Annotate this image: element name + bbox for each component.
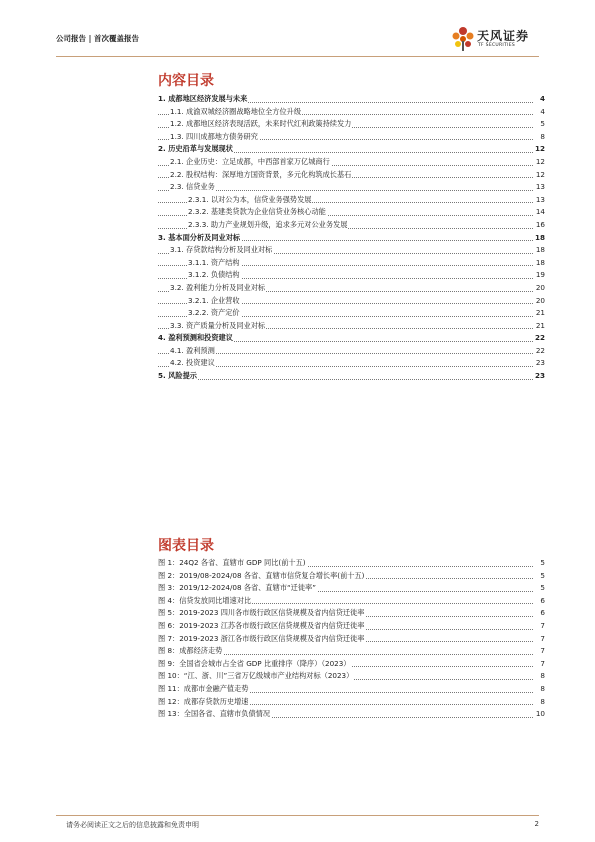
- toc-entry[interactable]: [158, 131, 545, 144]
- figure-entry-page: 7: [539, 645, 545, 658]
- toc-entry-page: 4: [539, 93, 545, 106]
- toc-entry-label: 3.1.2. 负债结构: [188, 269, 241, 282]
- figure-entry[interactable]: [158, 557, 545, 570]
- figure-entry-label: 图 12：成都存贷款历史增速: [158, 696, 250, 709]
- figure-entry-label: 图 5：2019-2023 四川各市级行政区信贷规模及省内信贷迁徙率: [158, 607, 365, 620]
- figure-entry-page: 8: [539, 696, 545, 709]
- toc-title: 内容目录: [158, 73, 214, 89]
- figure-entry-label: 图 9：全国省会城市占全省 GDP 比重排序（降序）（2023）: [158, 658, 352, 671]
- toc-entry-label: 1. 成都地区经济发展与未来: [158, 93, 248, 106]
- toc-entry-label: 3.1. 存贷款结构分析及同业对标: [170, 244, 273, 257]
- toc-entry-label: 3. 基本面分析及同业对标: [158, 232, 241, 245]
- figure-entry-page: 7: [539, 658, 545, 671]
- toc-entry[interactable]: [158, 345, 545, 358]
- figure-entry[interactable]: [158, 670, 545, 683]
- figure-entry[interactable]: [158, 645, 545, 658]
- toc-entry-label: 1.2. 成都地区经济表现活跃，未来时代红利政策持续发力: [170, 118, 352, 131]
- toc-entry-label: 2.2. 股权结构：深厚地方国资背景，多元化构筑成长基石: [170, 169, 352, 182]
- figure-entry[interactable]: [158, 708, 545, 721]
- figure-entry-page: 7: [539, 633, 545, 646]
- figure-entry-label: 图 4：信贷发放同比增速对比: [158, 595, 252, 608]
- toc-entry-page: 23: [535, 357, 545, 370]
- figure-entry-page: 5: [539, 570, 545, 583]
- toc-entry[interactable]: [158, 307, 545, 320]
- toc-entry[interactable]: [158, 269, 545, 282]
- figure-entry[interactable]: [158, 620, 545, 633]
- figure-entry-page: 7: [539, 620, 545, 633]
- figure-entry-page: 6: [539, 595, 545, 608]
- figure-entry-page: 8: [539, 683, 545, 696]
- toc-entry[interactable]: [158, 93, 545, 106]
- toc-entry[interactable]: [158, 156, 545, 169]
- figure-entry-page: 10: [535, 708, 545, 721]
- toc-entry-page: 20: [535, 295, 545, 308]
- toc-entry-page: 18: [535, 257, 545, 270]
- toc-entry[interactable]: [158, 169, 545, 182]
- figure-entry[interactable]: [158, 658, 545, 671]
- toc-entry-label: 3.1.1. 资产结构: [188, 257, 241, 270]
- toc-entry-page: 18: [535, 244, 545, 257]
- toc-entry-page: 12: [535, 156, 545, 169]
- toc-entry[interactable]: [158, 206, 545, 219]
- footer-divider: [56, 815, 539, 816]
- figure-entry-label: 图 13：全国各省、直辖市负债情况: [158, 708, 271, 721]
- figure-entry-page: 5: [539, 557, 545, 570]
- toc-entry-page: 13: [535, 194, 545, 207]
- figure-entry-page: 6: [539, 607, 545, 620]
- toc-entry[interactable]: [158, 143, 545, 156]
- toc-entry-label: 2.1. 企业历史：立足成都，中西部首家万亿城商行: [170, 156, 331, 169]
- toc-entry[interactable]: [158, 244, 545, 257]
- report-type-label: 公司报告 | 首次覆盖报告: [56, 34, 139, 43]
- header-divider: [56, 56, 539, 57]
- figure-entry[interactable]: [158, 582, 545, 595]
- toc-entry[interactable]: [158, 282, 545, 295]
- toc-entry-label: 3.3. 资产质量分析及同业对标: [170, 320, 266, 333]
- toc-entry-page: 21: [535, 307, 545, 320]
- figure-entry-label: 图 7：2019-2023 浙江各市级行政区信贷规模及省内信贷迁徙率: [158, 633, 365, 646]
- figure-entry[interactable]: [158, 595, 545, 608]
- toc-entry-label: 2.3.2. 基建类贷款为企业信贷业务核心动能: [188, 206, 327, 219]
- toc-entry-label: 2. 历史沿革与发展现状: [158, 143, 234, 156]
- toc-entry-label: 2.3. 信贷业务: [170, 181, 216, 194]
- figure-entry[interactable]: [158, 570, 545, 583]
- toc-entry-label: 3.2.1. 企业营收: [188, 295, 241, 308]
- brand-name-en: TF SECURITIES: [478, 43, 516, 48]
- dot-leader: [158, 379, 533, 380]
- figure-entry-label: 图 3：2019/12-2024/08 各省、直辖市“迁徙率”: [158, 582, 317, 595]
- page-number: 2: [534, 820, 539, 828]
- toc-entry-page: 23: [534, 370, 545, 383]
- figure-entry-label: 图 1：24Q2 各省、直辖市 GDP 同比(前十五): [158, 557, 307, 570]
- brand-logo: [429, 24, 539, 54]
- figure-list: [158, 557, 545, 721]
- toc-entry[interactable]: [158, 357, 545, 370]
- toc-entry[interactable]: [158, 332, 545, 345]
- figure-entry-label: 图 8：成都经济走势: [158, 645, 223, 658]
- toc-entry-label: 5. 风险提示: [158, 370, 198, 383]
- toc-entry-label: 1.1. 成渝双城经济圈战略地位全方位升级: [170, 106, 302, 119]
- figure-entry[interactable]: [158, 607, 545, 620]
- figure-list-title: 图表目录: [158, 538, 214, 554]
- toc-entry[interactable]: [158, 194, 545, 207]
- toc-entry-label: 1.3. 四川成都地方债务研究: [170, 131, 259, 144]
- toc-entry[interactable]: [158, 257, 545, 270]
- figure-entry-label: 图 10：“江、浙、川”三省万亿级城市产业结构对标（2023）: [158, 670, 354, 683]
- toc-entry-page: 4: [539, 106, 545, 119]
- toc-entry-page: 22: [535, 345, 545, 358]
- toc-entry-page: 13: [535, 181, 545, 194]
- toc-entry-page: 19: [535, 269, 545, 282]
- toc-entry[interactable]: [158, 118, 545, 131]
- toc-entry[interactable]: [158, 295, 545, 308]
- toc-entry-page: 12: [535, 169, 545, 182]
- figure-entry-label: 图 6：2019-2023 江苏各市级行政区信贷规模及省内信贷迁徙率: [158, 620, 365, 633]
- toc-entry[interactable]: [158, 320, 545, 333]
- toc-entry-page: 20: [535, 282, 545, 295]
- toc-entry[interactable]: [158, 219, 545, 232]
- figure-entry-page: 5: [539, 582, 545, 595]
- toc-entry-page: 22: [534, 332, 545, 345]
- figure-entry-page: 8: [539, 670, 545, 683]
- toc-entry-label: 4. 盈利预测和投资建议: [158, 332, 234, 345]
- toc-entry-label: 2.3.1. 以对公为本，信贷业务强势发展: [188, 194, 312, 207]
- toc-entry-page: 14: [535, 206, 545, 219]
- toc-entry-page: 5: [539, 118, 545, 131]
- toc-entry-page: 8: [539, 131, 545, 144]
- figure-entry[interactable]: [158, 696, 545, 709]
- figure-entry-label: 图 11：成都市金融产值走势: [158, 683, 250, 696]
- toc-entry-label: 3.2. 盈利能力分析及同业对标: [170, 282, 266, 295]
- toc-entry-page: 18: [534, 232, 545, 245]
- toc-entry-page: 16: [535, 219, 545, 232]
- toc-entry-page: 12: [534, 143, 545, 156]
- figure-entry[interactable]: [158, 633, 545, 646]
- toc-entry[interactable]: [158, 232, 545, 245]
- page-header: [56, 24, 539, 54]
- toc-entry-page: 21: [535, 320, 545, 333]
- flower-logo-icon: [451, 26, 475, 52]
- toc-entry-label: 2.3.3. 助力产业规划升级，追求多元对公业务发展: [188, 219, 348, 232]
- toc-entry[interactable]: [158, 106, 545, 119]
- brand-name-cn: 天风证券: [477, 29, 530, 43]
- figure-entry[interactable]: [158, 683, 545, 696]
- footer-disclaimer: 请务必阅读正文之后的信息披露和免责申明: [66, 821, 199, 829]
- toc-entry-label: 3.2.2. 资产定价: [188, 307, 241, 320]
- toc-entry[interactable]: [158, 370, 545, 383]
- toc-entry[interactable]: [158, 181, 545, 194]
- toc-list: [158, 93, 545, 383]
- figure-entry-label: 图 2：2019/08-2024/08 各省、直辖市信贷复合增长率(前十五): [158, 570, 365, 583]
- toc-entry-label: 4.1. 盈利预测: [170, 345, 216, 358]
- toc-entry-label: 4.2. 投资建议: [170, 357, 216, 370]
